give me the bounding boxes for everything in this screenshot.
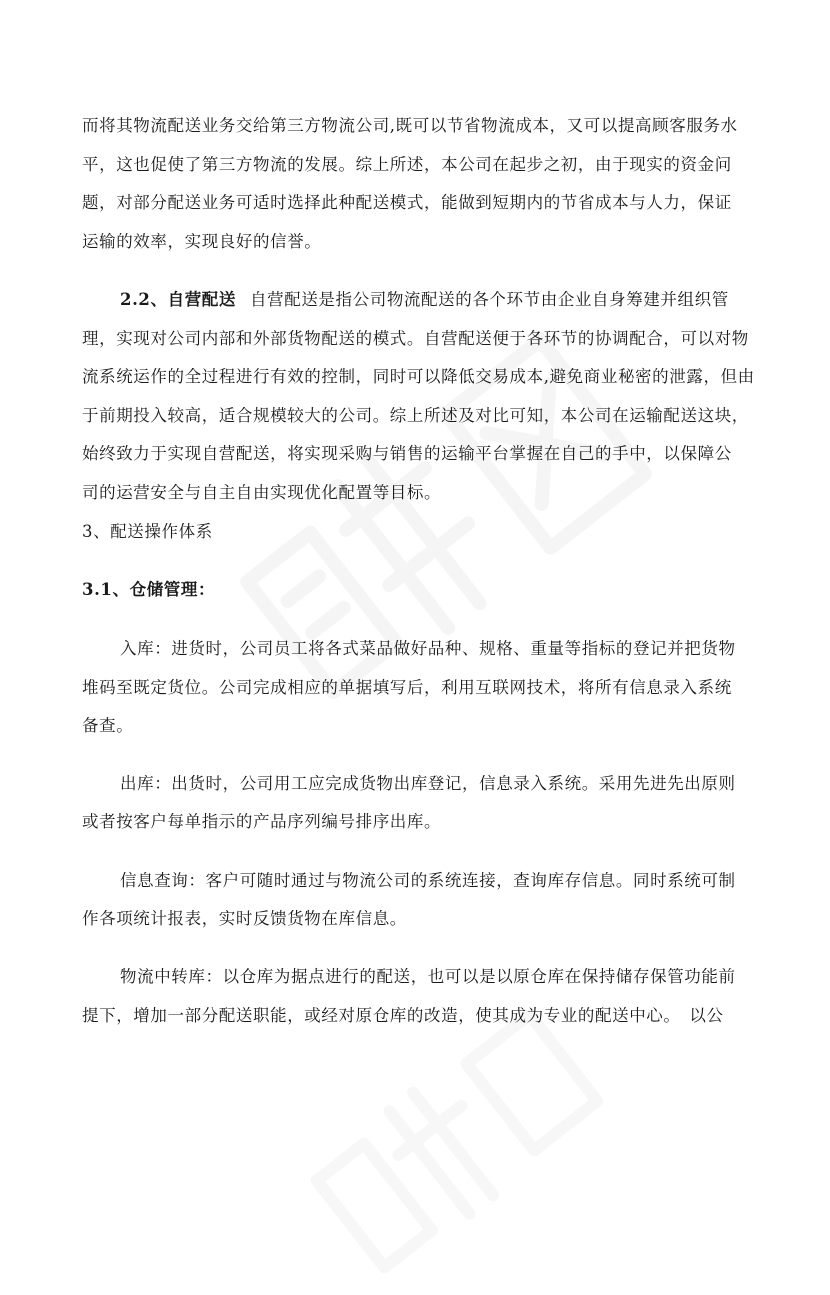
section-2-2-line-6: 司的运营安全与自主自由实现优化配置等目标。 bbox=[82, 483, 442, 502]
transfer-line-1: 物流中转库：以仓库为据点进行的配送，也可以是以原仓库在保持储存保管功能前 bbox=[120, 967, 736, 986]
section-2-2-line-3: 流系统运作的全过程进行有效的控制，同时可以降低交易成本,避免商业秘密的泄露，但由 bbox=[82, 367, 755, 386]
outbound-line-2: 或者按客户每单指示的产品序列编号排序出库。 bbox=[82, 812, 442, 831]
paragraph-1-line-1: 而将其物流配送业务交给第三方物流公司,既可以节省物流成本，又可以提高顾客服务水 bbox=[82, 116, 738, 135]
paragraph-1-line-3: 题，对部分配送业务可适时选择此种配送模式，能做到短期内的节省成本与人力，保证 bbox=[82, 193, 732, 212]
query-line-1: 信息查询：客户可随时通过与物流公司的系统连接，查询库存信息。同时系统可制 bbox=[120, 871, 736, 890]
section-2-2-first-line-text: 自营配送是指公司物流配送的各个环节由企业自身筹建并组织管 bbox=[250, 290, 729, 309]
section-2-2-line-2: 理，实现对公司内部和外部货物配送的模式。自营配送便于各环节的协调配合，可以对物 bbox=[82, 329, 749, 348]
section-2-2-line-5: 始终致力于实现自营配送，将实现采购与销售的运输平台掌握在自己的手中，以保障公 bbox=[82, 444, 732, 463]
section-2-2-first-line bbox=[120, 288, 729, 312]
section-3-1-heading: 3.1、仓储管理： bbox=[82, 580, 216, 599]
paragraph-1-line-2: 平，这也促使了第三方物流的发展。综上所述，本公司在起步之初，由于现实的资金问 bbox=[82, 155, 732, 174]
section-3-heading: 3、配送操作体系 bbox=[82, 522, 213, 541]
paragraph-1-line-4: 运输的效率，实现良好的信誉。 bbox=[82, 232, 322, 251]
outbound-line-1: 出库：出货时，公司用工应完成货物出库登记，信息录入系统。采用先进先出原则 bbox=[120, 774, 736, 793]
section-2-2-line-4: 于前期投入较高，适合规模较大的公司。综上所述及对比可知，本公司在运输配送这块， bbox=[82, 406, 749, 425]
inbound-line-3: 备查。 bbox=[82, 716, 134, 735]
watermark-logo-bottom bbox=[283, 985, 618, 1295]
query-line-2: 作各项统计报表，实时反馈货物在库信息。 bbox=[82, 909, 407, 928]
section-2-2-heading: 2.2、自营配送 bbox=[120, 290, 237, 309]
inbound-line-1: 入库：进货时，公司员工将各式菜品做好品种、规格、重量等指标的登记并把货物 bbox=[120, 639, 736, 658]
transfer-line-2: 提下，增加一部分配送职能，或经对原仓库的改造，使其成为专业的配送中心。 以公 bbox=[82, 1006, 724, 1025]
inbound-line-2: 堆码至既定货位。公司完成相应的单据填写后，利用互联网技术，将所有信息录入系统 bbox=[82, 678, 732, 697]
